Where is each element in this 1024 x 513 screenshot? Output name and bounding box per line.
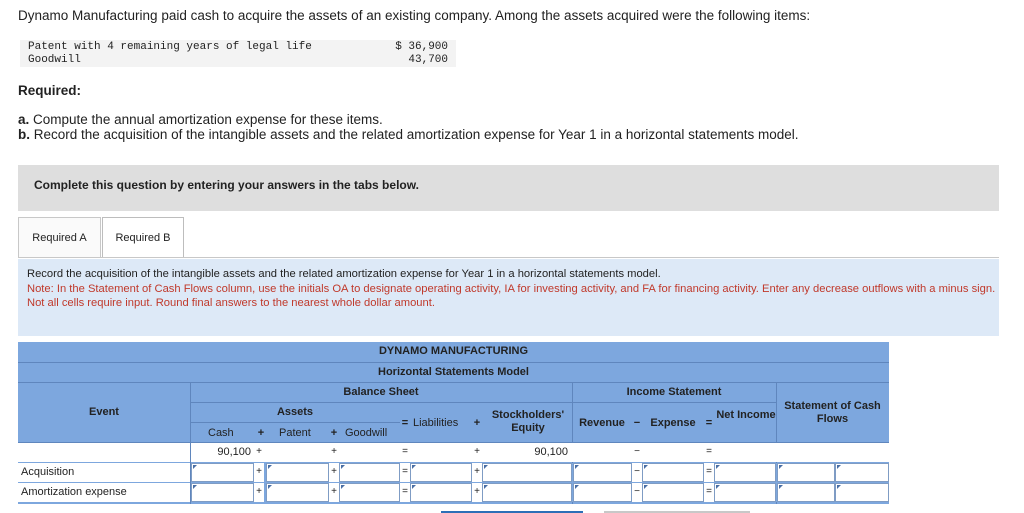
row2-op-minus: − (632, 483, 642, 502)
acquisition-liabilities-input[interactable] (410, 463, 472, 482)
liabilities-header: Liabilities (413, 417, 459, 429)
event-cell-amortization: Amortization expense (18, 483, 190, 502)
expense-header: Expense (650, 417, 696, 429)
balance-sheet-header: Balance Sheet (343, 386, 419, 398)
tab-required-b[interactable]: Required B (102, 217, 184, 258)
cash-flows-header: Statement of Cash Flows (784, 400, 881, 425)
event-cell-empty (18, 443, 190, 462)
required-a (18, 112, 383, 127)
row0-cash-value: 90,100 (217, 446, 251, 458)
amortization-expense-input[interactable] (642, 483, 704, 502)
row2-op-plus-1: + (254, 483, 264, 502)
given-value-goodwill: 43,700 (408, 54, 448, 66)
row1-op-plus-2: + (329, 463, 339, 482)
row0-op-equals: = (402, 446, 408, 457)
amortization-goodwill-input[interactable] (339, 483, 400, 502)
amortization-patent-input[interactable] (266, 483, 329, 502)
given-items-table (20, 40, 456, 67)
given-row-goodwill (20, 54, 456, 67)
amortization-revenue-input[interactable] (573, 483, 632, 502)
instruction-note: Note: In the Statement of Cash Flows column, use the initials OA to designate operating activity, IA for investing activity, and FA for financing activity. Enter any decrease outflows with a minus sign. Not all cells require input. Round final answers to the nearest whole dollar amount. (27, 283, 996, 309)
equals-op-header-2: = (705, 417, 713, 429)
acquisition-cash-flow-activity-input[interactable] (835, 463, 889, 482)
plus-op-header: + (257, 427, 265, 439)
event-header: Event (89, 406, 119, 418)
income-statement-header: Income Statement (626, 386, 722, 398)
plus-op-header-2: + (330, 427, 338, 439)
assets-header: Assets (276, 406, 314, 418)
required-a-letter: a. (18, 112, 30, 127)
acquisition-cash-input[interactable] (191, 463, 254, 482)
required-b-letter: b. (18, 127, 30, 142)
table-company-title: DYNAMO MANUFACTURING (378, 345, 529, 357)
given-label-goodwill: Goodwill (28, 54, 81, 66)
minus-op-header: − (633, 417, 641, 429)
goodwill-header: Goodwill (345, 427, 388, 439)
tab-divider (18, 257, 999, 258)
equals-op-header: = (401, 417, 409, 429)
event-cell-acquisition: Acquisition (18, 463, 190, 482)
horizontal-statements-table (18, 342, 889, 504)
row2-op-plus-2: + (329, 483, 339, 502)
amortization-liabilities-input[interactable] (410, 483, 472, 502)
instruction-text: Record the acquisition of the intangible assets and the related amortization expense for Year 1 in a horizontal statements model. (27, 268, 661, 280)
table-model-title: Horizontal Statements Model (378, 366, 529, 378)
revenue-header: Revenue (579, 417, 625, 429)
given-value-patent: $ 36,900 (395, 41, 448, 53)
row0-equity-value: 90,100 (534, 446, 568, 458)
acquisition-expense-input[interactable] (642, 463, 704, 482)
row0-op-plus-3: + (474, 446, 480, 457)
patent-header: Patent (279, 427, 311, 439)
acquisition-revenue-input[interactable] (573, 463, 632, 482)
required-b-text: Record the acquisition of the intangible assets and the related amortization expense for Year 1 in a horizontal statements model. (33, 127, 799, 142)
row1-op-plus-3: + (472, 463, 482, 482)
acquisition-cash-flow-amount-input[interactable] (777, 463, 835, 482)
acquisition-patent-input[interactable] (266, 463, 329, 482)
row2-op-plus-3: + (472, 483, 482, 502)
row0-op-plus-1: + (256, 446, 262, 457)
net-income-header: Net Income (716, 409, 776, 421)
required-b (18, 127, 798, 142)
acquisition-net-income-input[interactable] (714, 463, 776, 482)
required-heading: Required: (18, 83, 82, 98)
row1-op-equals-2: = (704, 463, 714, 482)
amortization-equity-input[interactable] (482, 483, 572, 502)
complete-banner-text: Complete this question by entering your answers in the tabs below. (34, 178, 419, 192)
row0-op-plus-2: + (331, 446, 337, 457)
amortization-cash-flow-amount-input[interactable] (777, 483, 835, 502)
row2-op-equals-2: = (704, 483, 714, 502)
given-label-patent: Patent with 4 remaining years of legal life (28, 41, 312, 53)
cash-header: Cash (208, 427, 234, 439)
amortization-net-income-input[interactable] (714, 483, 776, 502)
problem-intro: Dynamo Manufacturing paid cash to acquire the assets of an existing company. Among the assets acquired were the following items: (18, 8, 811, 23)
required-a-text: Compute the annual amortization expense for these items. (33, 112, 383, 127)
acquisition-goodwill-input[interactable] (339, 463, 400, 482)
row1-op-equals: = (400, 463, 410, 482)
row2-op-equals: = (400, 483, 410, 502)
row1-op-minus: − (632, 463, 642, 482)
instruction-panel (18, 259, 999, 336)
amortization-cash-input[interactable] (191, 483, 254, 502)
row1-op-plus-1: + (254, 463, 264, 482)
row0-op-equals-2: = (706, 446, 712, 457)
plus-op-header-3: + (473, 417, 481, 429)
given-row-patent (20, 41, 456, 54)
complete-banner (18, 165, 999, 211)
amortization-cash-flow-activity-input[interactable] (835, 483, 889, 502)
row0-op-minus: − (634, 446, 640, 457)
tab-required-a[interactable]: Required A (18, 217, 101, 257)
acquisition-equity-input[interactable] (482, 463, 572, 482)
equity-header: Stockholders' Equity (491, 409, 565, 434)
